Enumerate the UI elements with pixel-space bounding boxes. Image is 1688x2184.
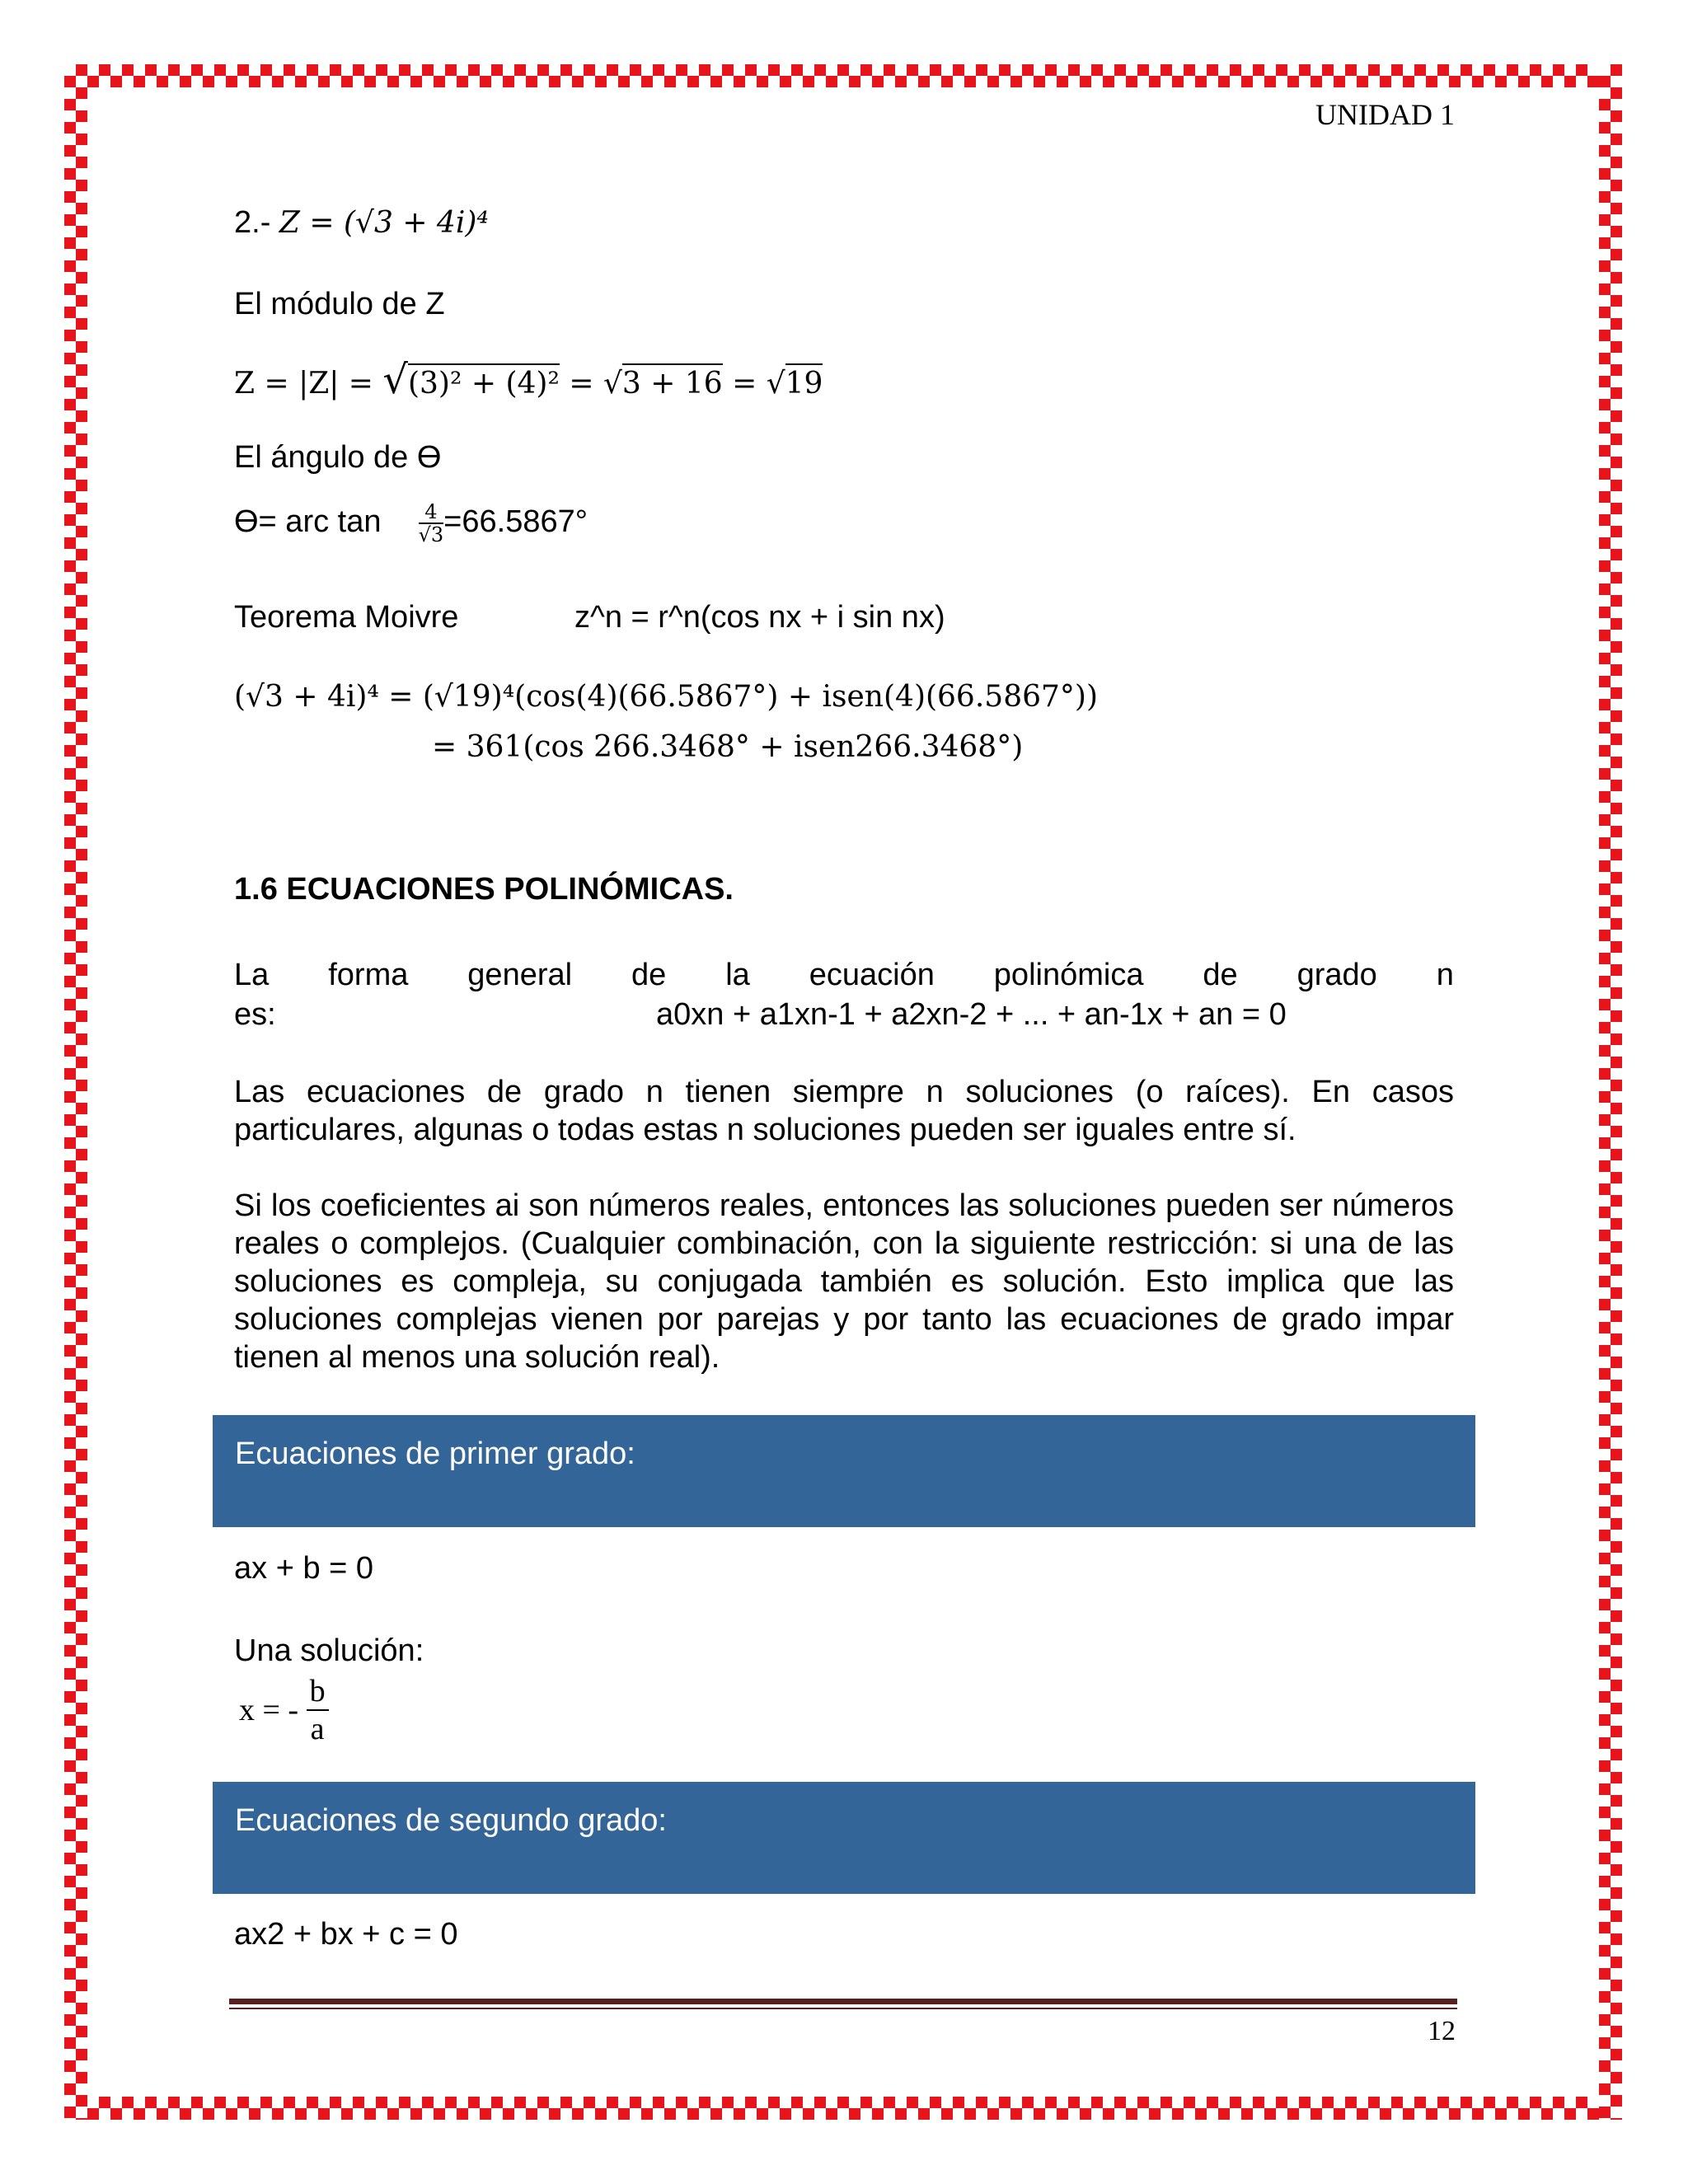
- word: la: [725, 958, 750, 992]
- band-first-degree-title: Ecuaciones de primer grado:: [235, 1436, 635, 1471]
- angle-heading: El ángulo de Ɵ: [234, 440, 442, 475]
- unit-header: UNIDAD 1: [1315, 98, 1455, 131]
- angle-prefix: Ɵ= arc tan: [234, 504, 382, 540]
- angle-value: =66.5867°: [443, 504, 588, 540]
- page-border-left: [64, 64, 87, 2120]
- general-form-equation: [656, 996, 1287, 1033]
- modulo-lhs: Z = |Z| =: [234, 367, 383, 401]
- band-first-degree: [213, 1415, 1475, 1527]
- word: general: [467, 958, 573, 992]
- section-title: 1.6 ECUACIONES POLINÓMICAS.: [234, 872, 734, 907]
- problem-label: 2.-: [234, 205, 271, 240]
- word: de: [631, 958, 667, 992]
- problem-expression: Z = (√3 + 4i)⁴: [279, 206, 489, 240]
- theorem-label: Teorema Moivre: [234, 600, 459, 635]
- modulo-end: = √: [722, 367, 785, 401]
- word: grado: [1296, 958, 1377, 992]
- word: forma: [328, 958, 409, 992]
- band-second-degree-title: Ecuaciones de segundo grado:: [235, 1803, 667, 1838]
- solution-lhs: x = -: [239, 1693, 299, 1727]
- modulo-radicand: (3)² + (4)²: [408, 363, 560, 401]
- angle-denominator: √3: [418, 523, 444, 546]
- modulo-mid: = √: [559, 367, 622, 401]
- page-number: 12: [1428, 2016, 1456, 2046]
- problem-statement: [234, 204, 489, 242]
- word: La: [234, 958, 270, 992]
- word: ecuación: [809, 958, 935, 992]
- theorem-formula: z^n = r^n(cos nx + i sin nx): [574, 600, 945, 635]
- solution-formula: [239, 1673, 329, 1747]
- modulo-radicand-3: 19: [785, 363, 823, 401]
- word: de: [1203, 958, 1238, 992]
- moivre-line-2: = 361(cos 266.3468° + isen266.3468°): [432, 730, 1024, 764]
- page-border-bottom: [64, 2097, 1622, 2120]
- first-degree-equation: ax + b = 0: [234, 1551, 374, 1586]
- modulo-heading: El módulo de Z: [234, 287, 445, 321]
- band-second-degree: [213, 1782, 1475, 1894]
- word: polinómica: [993, 958, 1144, 992]
- angle-numerator: 4: [419, 501, 444, 524]
- paragraph-solutions: Las ecuaciones de grado n tienen siempre n soluciones (o raíces). En casos particulares, algunas o todas estas n soluciones pueden ser iguales entre sí.: [234, 1075, 1454, 1147]
- modulo-equation: Z = |Z| = √(3)² + (4)² = √3 + 16 = √19: [234, 357, 823, 403]
- footer-rule: [229, 1999, 1457, 2004]
- general-form-line: [234, 956, 1454, 994]
- paragraph-coefficients: Si los coeficientes ai son números reales, entonces las soluciones pueden ser números reales o complejos. (Cualquier combinación, con la siguiente restricción: si una de las soluciones es compleja, su conjugada también es solución. Esto implica que las soluciones complejas vienen por parejas y por tanto las ecuaciones de grado impar tienen al menos una solución real).: [234, 1188, 1454, 1375]
- page-border-top: [64, 64, 1622, 87]
- solution-fraction: [307, 1673, 329, 1747]
- angle-fraction: [419, 501, 444, 546]
- solution-denominator: a: [310, 1712, 325, 1746]
- angle-equation: [234, 501, 588, 546]
- general-form-es: es:: [234, 997, 276, 1032]
- footer-rule-thin: [229, 2008, 1457, 2009]
- page-border-right: [1599, 64, 1622, 2120]
- second-degree-equation: ax2 + bx + c = 0: [234, 1917, 458, 1952]
- moivre-line-1: (√3 + 4i)⁴ = (√19)⁴(cos(4)(66.5867°) + isen(4)(66.5867°)): [234, 680, 1098, 714]
- modulo-radicand-2: 3 + 16: [622, 363, 723, 401]
- general-form-equation-text: a0xn + a1xn-1 + a2xn-2 + ... + an-1x + an = 0: [656, 997, 1287, 1032]
- word: n: [1436, 958, 1454, 992]
- solution-numerator: b: [307, 1673, 329, 1711]
- solution-label: Una solución:: [234, 1633, 424, 1668]
